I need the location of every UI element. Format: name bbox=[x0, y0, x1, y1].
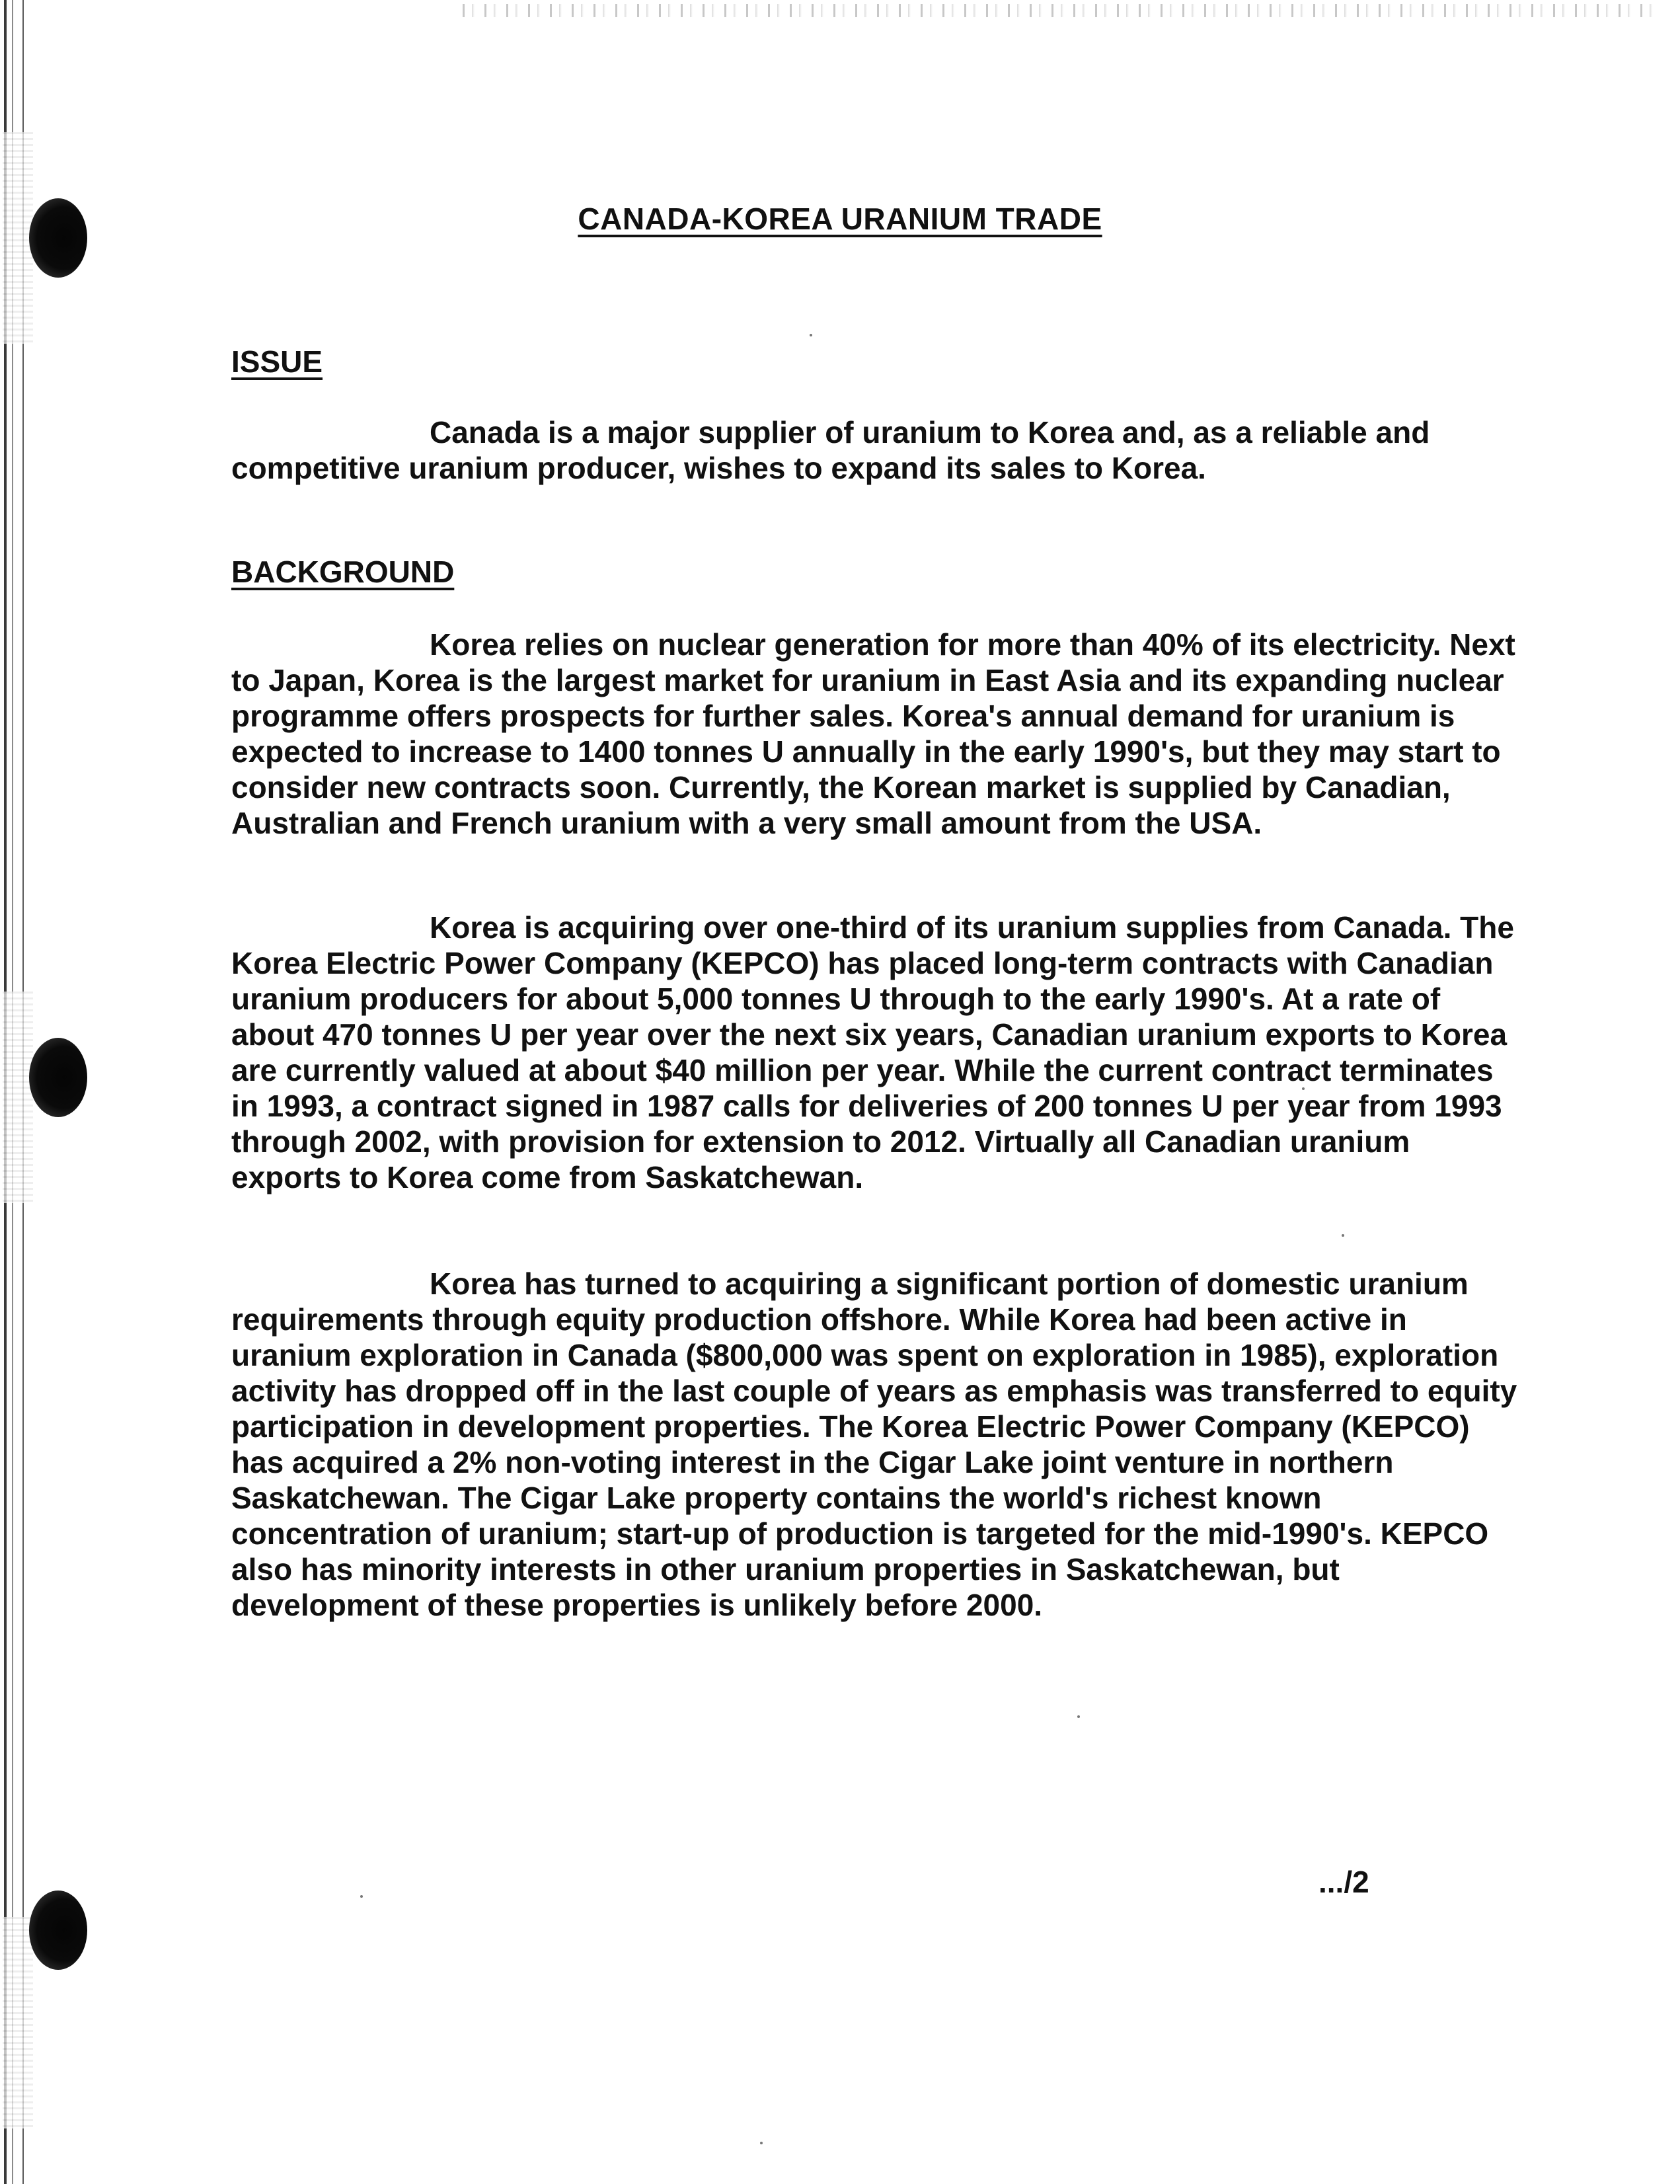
punch-hole-middle bbox=[29, 1038, 87, 1117]
scan-noise bbox=[463, 4, 1652, 17]
document-title: CANADA-KOREA URANIUM TRADE bbox=[578, 202, 1102, 236]
background-paragraph-3: Korea has turned to acquiring a significant portion of domestic uranium requirements through equity production offshore. While Korea had been active in uranium exploration in Canada ($800,000 was spent on exploration in 1985), exploration activity has dropped off in the last couple of years as emphasis was transferred to equity participation in development properties. The Korea Electric Power Company (KEPCO) has acquired a 2% non-voting interest in the Cigar Lake joint venture in northern Saskatchewan. The Cigar Lake property contains the world's richest known concentration of uranium; start-up of production is targeted for the mid-1990's. KEPCO also has minority interests in other uranium properties in Saskatchewan, but development of these properties is unlikely before 2000. bbox=[231, 1267, 1517, 1622]
section-heading-issue: ISSUE bbox=[231, 344, 323, 379]
scan-streak bbox=[3, 1917, 33, 2128]
background-paragraph-1: Korea relies on nuclear generation for more than 40% of its electricity. Next to Japan, Korea is the largest market for uranium in East Asia and its expanding nuclear programme offers prospects for further sales. Korea's annual demand for uranium is expected to increase to 1400 tonnes U annually in the early 1990's, but they may start to consider new contracts soon. Currently, the Korean market is supplied by Canadian, Australian and French uranium with a very small amount from the USA. bbox=[231, 627, 1515, 840]
background-paragraph-2: Korea is acquiring over one-third of its uranium supplies from Canada. The Korea Electric Power Company (KEPCO) has placed long-term contracts with Canadian uranium producers for about 5,000 tonnes U through to the early 1990's. At a rate of about 470 tonnes U per year over the next six years, Canadian uranium exports to Korea are currently valued at about $40 million per year. While the current contract terminates in 1993, a contract signed in 1987 calls for deliveries of 200 tonnes U per year from 1993 through 2002, with provision for extension to 2012. Virtually all Canadian uranium exports to Korea come from Saskatchewan. bbox=[231, 910, 1514, 1194]
scan-streak bbox=[3, 992, 33, 1203]
scan-speck bbox=[1342, 1234, 1344, 1237]
page-continuation-marker: .../2 bbox=[1318, 1865, 1369, 1899]
scan-speck bbox=[760, 2142, 763, 2144]
issue-paragraph: Canada is a major supplier of uranium to Korea and, as a reliable and competitive uranium producer, wishes to expand its sales to Korea. bbox=[231, 415, 1430, 485]
section-heading-background: BACKGROUND bbox=[231, 555, 455, 589]
scan-speck bbox=[360, 1895, 363, 1898]
scan-speck bbox=[1077, 1715, 1080, 1718]
scan-speck bbox=[810, 334, 812, 336]
punch-hole-bottom bbox=[29, 1891, 87, 1970]
